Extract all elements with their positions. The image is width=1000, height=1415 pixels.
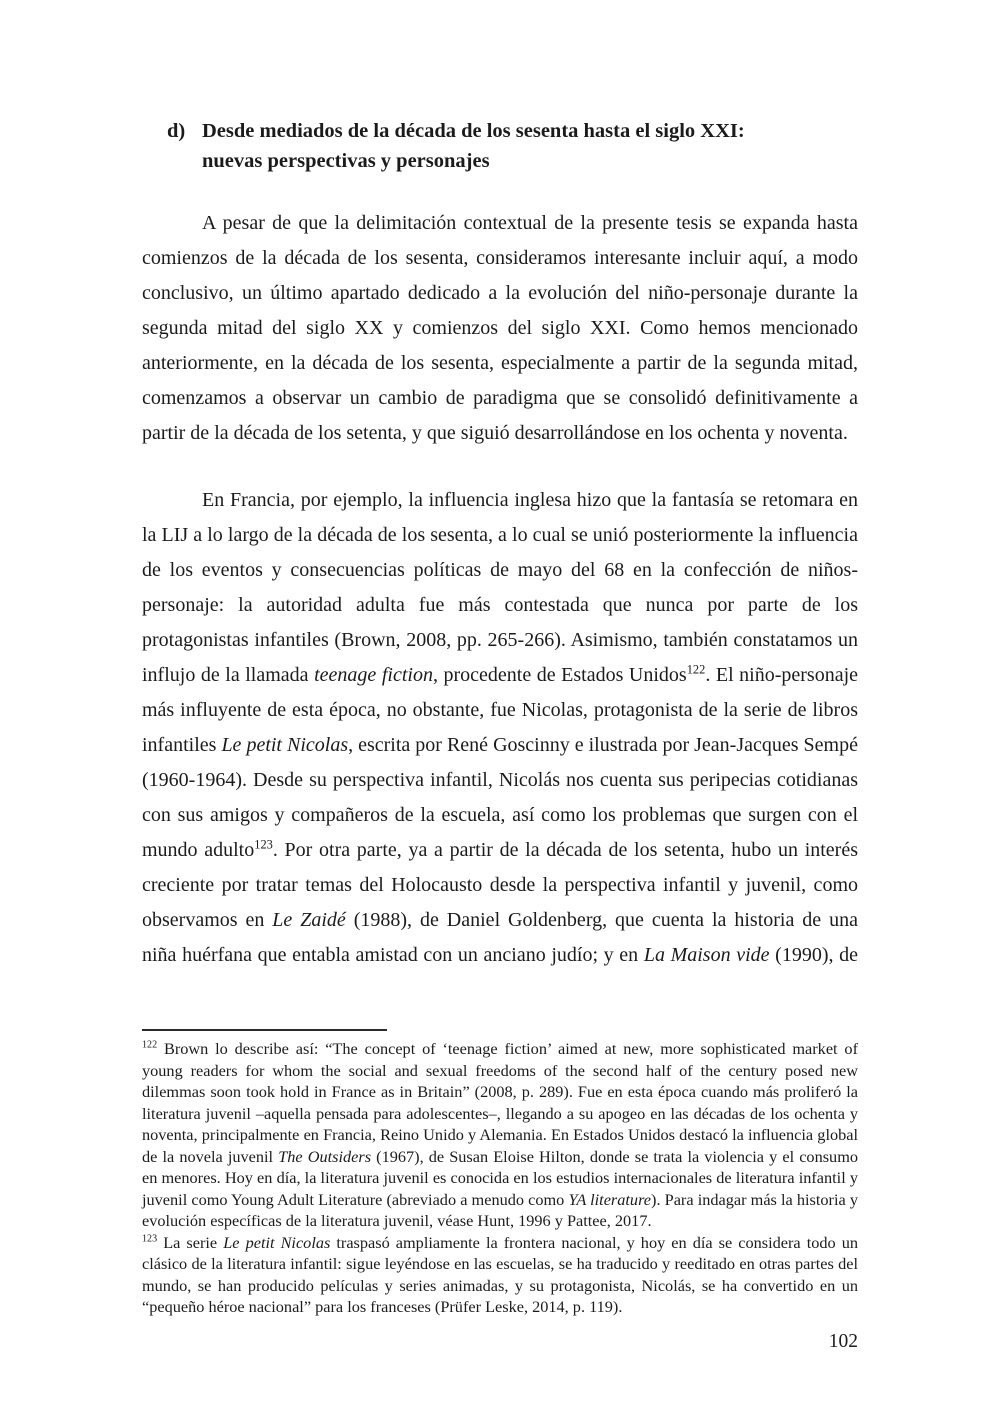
page-content [142, 0, 858, 1318]
section-heading [142, 116, 858, 176]
text-run: ). Para indagar más la historia y evolución específicas de la literatura juvenil, véase Hunt, 1996 y Pattee, 2017. [142, 1189, 858, 1230]
italic-title: The Outsiders [278, 1146, 372, 1166]
italic-title: Le petit Nicolas [223, 1232, 331, 1252]
footnotes-list [142, 1038, 858, 1318]
heading-line: Desde mediados de la década de los sesenta hasta el siglo XXI: [202, 120, 745, 142]
text-run: Brown lo describe así: “The concept of ‘teenage fiction’ aimed at new, more sophisticated market of young readers for whom the social and sexual freedoms of the second half of the century posed new dilemmas soon took hold in France as in Britain” (2008, p. 289). Fue en esta época cuando más proliferó la literatura juvenil –aquella pensada para adolescentes–, llegando a su apogeo en las décadas de los ochenta y noventa, principalmente en Francia, Reino Unido y Alemania. En Estados Unidos destacó la influencia global de la novela juvenil [142, 1039, 858, 1166]
text-run: traspasó ampliamente la frontera nacional, y hoy en día se considera todo un clásico de la literatura infantil: sigue leyéndose en las escuelas, se ha traducido y reeditado en otras partes del mundo, se han producido películas y series animadas, y su protagonista, Nicolás, se ha convertido en un “pequeño héroe nacional” para los franceses (Prüfer Leske, 2014, p. 119). [142, 1232, 859, 1316]
text-run: , escrita por René Goscinny e ilustrada por Jean-Jacques Sempé (1960-1964). Desde su perspectiva infantil, Nicolás nos cuenta sus peripecias cotidianas con sus amigos y compañeros de la escuela, así como los problemas que surgen con el mundo adulto [142, 734, 858, 861]
text-run: . El niño-personaje más influyente de esta época, no obstante, fue Nicolas, protagonista de la serie de libros infantiles [142, 664, 859, 756]
footnote-separator [142, 1029, 387, 1031]
paragraph [142, 483, 858, 973]
italic-title: teenage fiction [314, 664, 433, 686]
footnote-ref: 123 [254, 837, 273, 852]
text-run: (1967), de Susan Eloise Hilton, donde se trata la violencia y el consumo en menores. Hoy en día, la literatura juvenil es conocida en los estudios internacionales de literatura infantil y juvenil como Young Adult Literature (abreviado a menudo como [142, 1146, 858, 1209]
italic-title: La Maison vide [643, 944, 770, 966]
italic-title: YA literature [568, 1189, 652, 1209]
text-run: . Por otra parte, ya a partir de la década de los setenta, hubo un interés creciente por tratar temas del Holocausto desde la perspectiva infantil y juvenil, como observamos en [142, 839, 858, 931]
footnote [142, 1232, 858, 1318]
footnote-marker: 122 [142, 1039, 158, 1051]
footnote [142, 1038, 858, 1232]
text-run: La serie [157, 1232, 224, 1252]
text-run: (1988), de Daniel Goldenberg, que cuenta la historia de una niña huérfana que entabla amistad con un anciano judío; y en [142, 909, 858, 966]
section-heading-text [202, 116, 858, 176]
footnote-marker: 123 [142, 1233, 158, 1245]
text-run: (1990), de [769, 944, 859, 966]
section-marker: d) [167, 120, 186, 142]
text-run: En Francia, por ejemplo, la influencia inglesa hizo que la fantasía se retomara en la LIJ a lo largo de la década de los sesenta, a lo cual se unió posteriormente la influencia de los eventos y consecuencias políticas de mayo del 68 en la confección de niños-personaje: la autoridad adulta fue más contestada que nunca por parte de los protagonistas infantiles (Brown, 2008, pp. 265-266). Asimismo, también constatamos un influjo de la llamada [142, 489, 858, 686]
text-run: A pesar de que la delimitación contextual de la presente tesis se expanda hasta comienzos de la década de los sesenta, consideramos interesante incluir aquí, a modo conclusivo, un último apartado dedicado a la evolución del niño-personaje durante la segunda mitad del siglo XX y comienzos del siglo XXI. Como hemos mencionado anteriormente, en la década de los sesenta, especialmente a partir de la segunda mitad, comenzamos a observar un cambio de paradigma que se consolidó definitivamente a partir de la década de los setenta, y que siguió desarrollándose en los ochenta y noventa. [142, 212, 858, 444]
footnote-ref: 122 [686, 662, 706, 677]
heading-line: nuevas perspectivas y personajes [202, 150, 490, 172]
italic-title: Le petit Nicolas [221, 734, 349, 756]
paragraph [142, 206, 858, 451]
page-number: 102 [828, 1331, 858, 1352]
text-run: , procedente de Estados Unidos [432, 664, 687, 686]
body-paragraphs [142, 206, 858, 973]
italic-title: Le Zaidé [272, 909, 346, 931]
